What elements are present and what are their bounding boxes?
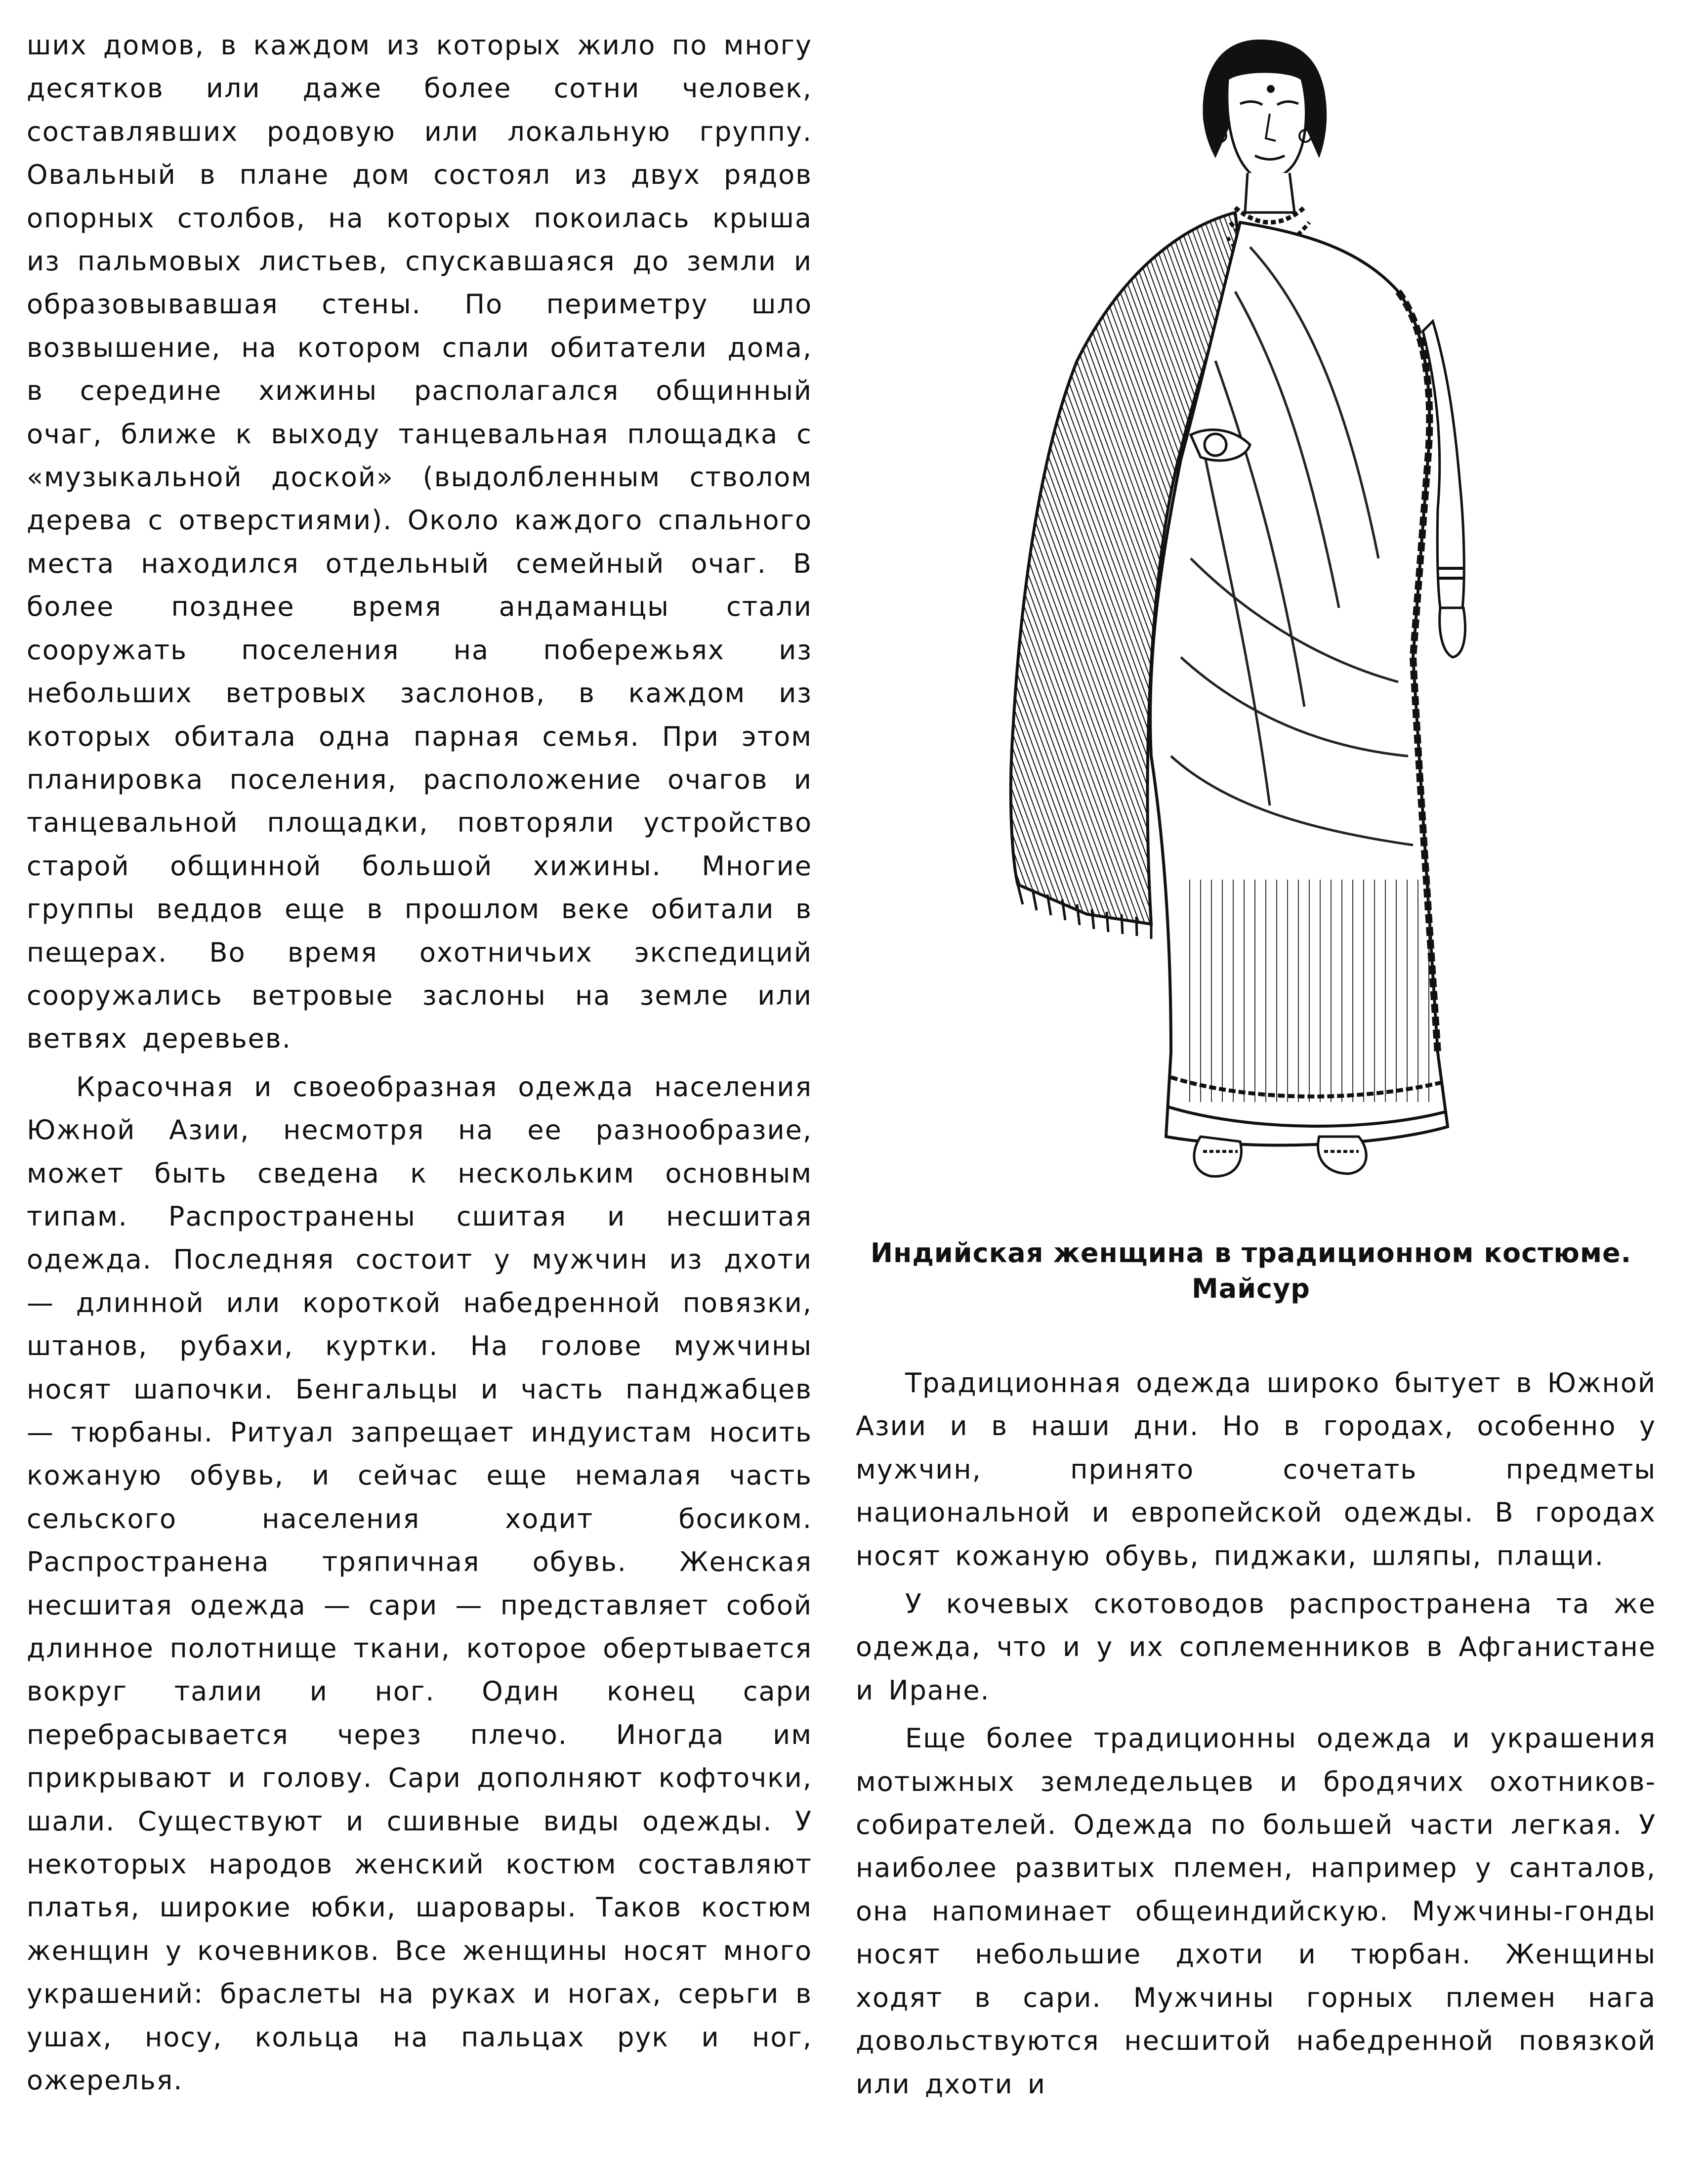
paragraph-nomads: У кочевых скотоводов распространена та же одежда, что и у их соплеменников в Афганистане и Иране. [856,1588,1656,1706]
paragraph-clothing: Красочная и своеобразная одежда населения Южной Азии, несмотря на ее разнообразие, может быть сведена к нескольким основным типам. Распространены сшитая и несшитая одежда. Последняя состоит у мужчин из дхоти — длинной или короткой набедренной повязки, штанов, рубахи, куртки. На голове мужчины носят шапочки. Бенгальцы и часть панджабцев — тюрбаны. Ритуал запрещает индуистам носить кожаную обувь, и сейчас еще немалая часть сельского населения ходит босиком. Распространена тряпичная обувь. Женская несшитая одежда — сари — представляет собой длинное полотнище ткани, которое обертывается вокруг талии и ног. Один конец сари перебрасывается через плечо. Иногда им прикрывают и голову. Сари дополняют кофточки, шали. Существуют и сшивные виды одежды. У некоторых народов женский костюм составляют платья, широкие юбки, шаровары. Таков костюм женщин у кочевников. Все женщины носят много украшений: браслеты на руках и ногах, серьги в ушах, носу, кольца на пальцах рук и ног, ожерелья. [27,1071,812,2096]
paragraph-modern-clothing: Традиционная одежда широко бытует в Южной Азии и в наши дни. Но в городах, особенно у мужчин, принято сочетать предметы национальной и европейской одежды. В городах носят кожаную обувь, пиджаки, шляпы, плащи. [856,1367,1656,1571]
figure-caption [846,1235,1656,1307]
right-text-column [856,1361,1656,2106]
paragraph-houses: ших домов, в каждом из которых жило по многу десятков или даже более сотни человек, составлявших родовую или локальную группу. Овальный в плане дом состоял из двух рядов опорных столбов, на которых покоилась крыша из пальмовых листьев, спускавшаяся до земли и образовывавшая стены. По периметру шло возвышение, на котором спали обитатели дома, в середине хижины располагался общинный очаг, ближе к выходу танцевальная площадка с «музыкальной доской» (выдолбленным стволом дерева с отверстиями). Около каждого спального места находился отдельный семейный очаг. В более позднее время андаманцы стали сооружать поселения на побережьях из небольших ветровых заслонов, в каждом из которых обитала одна парная семья. При этом планировка поселения, расположение очагов и танцевальной площадки, повторяли устройство старой общинной большой хижины. Многие группы веддов еще в прошлом веке обитали в пещерах. Во время охотничьих экспедиций сооружались ветровые заслоны на земле или ветвях деревьев. [27,30,812,1055]
illustration-indian-woman [1003,15,1517,1206]
caption-line-1: Индийская женщина в традиционном костюме. [870,1237,1632,1269]
paragraph-tribal-clothing: Еще более традиционны одежда и украшения мотыжных земледельцев и бродячих охотников-собирателей. Одежда по большей части легкая. У наиболее развитых племен, например у санталов, она напоминает общеиндийскую. Мужчины-гонды носят небольшие дхоти и тюрбан. Женщины ходят в сари. Мужчины горных племен нага довольствуются несшитой набедренной повязкой или дхоти и [856,1723,1656,2100]
left-text-column [27,24,812,2102]
woman-in-sari-illustration [1003,15,1517,1206]
caption-line-2: Майсур [1192,1273,1310,1304]
